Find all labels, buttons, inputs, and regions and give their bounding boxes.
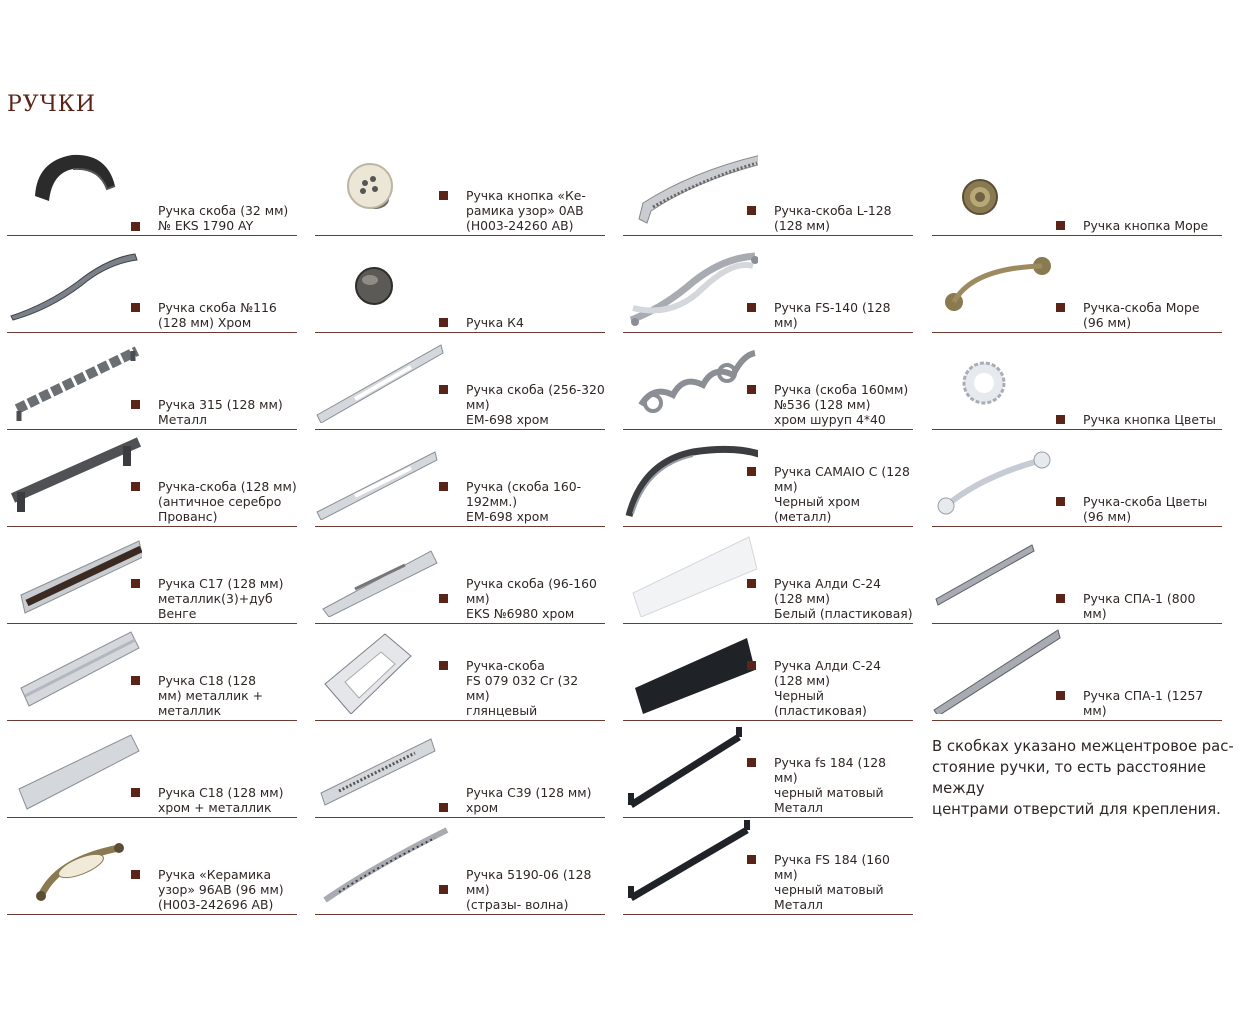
item-caption: Ручка скоба (256-320 мм) EM-698 хром xyxy=(466,382,605,427)
rhinestone-wave-handle-icon xyxy=(315,820,450,908)
page-title: РУЧКИ xyxy=(7,92,96,117)
black-rail-handle-icon xyxy=(623,820,758,908)
catalog-item xyxy=(7,236,297,333)
flat-chrome-handle-icon xyxy=(315,335,450,423)
item-caption: Ручка-скоба Море (96 мм) xyxy=(1083,300,1200,330)
item-caption: Ручка кнопка Море xyxy=(1083,218,1209,233)
flat-chrome-handle-icon xyxy=(315,432,450,520)
catalog-item xyxy=(623,721,913,818)
flower-bow-handle-icon xyxy=(932,432,1067,520)
patterned-chrome-handle-icon xyxy=(315,723,450,811)
item-caption: Ручка C18 (128 мм) хром + металлик xyxy=(158,785,284,815)
item-caption: Ручка C18 (128 мм) металлик + металлик xyxy=(158,673,263,718)
arched-black-chrome-handle-icon xyxy=(623,432,758,520)
catalog-item xyxy=(7,430,297,527)
metallic-bar-handle-icon xyxy=(7,626,142,714)
catalog-item xyxy=(623,430,913,527)
black-cup-handle-icon xyxy=(7,141,142,229)
long-profile-handle-icon xyxy=(932,626,1067,714)
catalog-item xyxy=(315,139,605,236)
catalog-item xyxy=(7,333,297,430)
catalog-item xyxy=(623,818,913,915)
item-caption: Ручка FS 184 (160 мм) черный матовый Металл xyxy=(774,852,890,912)
dark-knob-icon xyxy=(315,238,450,326)
catalog-item xyxy=(623,236,913,333)
curved-chrome-handle-icon xyxy=(7,238,142,326)
white-profile-handle-icon xyxy=(623,529,758,617)
item-caption: Ручка кнопка Цветы xyxy=(1083,412,1216,427)
braided-rail-handle-icon xyxy=(7,335,142,423)
catalog-item xyxy=(932,236,1222,333)
divider xyxy=(932,720,1222,721)
item-caption: Ручка CAMAIO C (128 мм) Черный хром (металл) xyxy=(774,464,910,524)
item-caption: Ручка-скоба (128 мм) (античное серебро Прованс) xyxy=(158,479,297,524)
catalog-item xyxy=(7,139,297,236)
item-caption: Ручка fs 184 (128 мм) черный матовый Металл xyxy=(774,755,886,815)
divider xyxy=(623,914,913,915)
note-text: В скобках указано межцентровое рас- стояние ручки, то есть расстояние между центрами отверстий для крепления. xyxy=(932,738,1234,818)
item-caption: Ручка «Керамика узор» 96AB (96 мм) (H003-242696 AB) xyxy=(158,867,284,912)
catalog-item xyxy=(623,139,913,236)
item-caption: Ручка СПА-1 (1257 мм) xyxy=(1083,688,1204,718)
ornate-scroll-handle-icon xyxy=(623,335,758,423)
catalog-item xyxy=(315,333,605,430)
bronze-knob-icon xyxy=(932,141,1067,229)
chrome-bar-handle-icon xyxy=(623,141,758,229)
item-caption: Ручка кнопка «Ке- рамика узор» 0AB (H003-24260 AB) xyxy=(466,188,586,233)
catalog-item xyxy=(315,624,605,721)
catalog-item xyxy=(932,333,1222,430)
bronze-bow-handle-icon xyxy=(932,238,1067,326)
catalog-item xyxy=(315,721,605,818)
divider xyxy=(315,914,605,915)
long-profile-handle-icon xyxy=(932,529,1067,617)
item-caption: Ручка (скоба 160мм) №536 (128 мм) хром шуруп 4*40 xyxy=(774,382,909,427)
item-caption: Ручка Алди С-24 (128 мм) Черный (пластиковая) xyxy=(774,658,881,718)
item-caption: Ручка C39 (128 мм) хром xyxy=(466,785,592,815)
ceramic-knob-icon xyxy=(315,141,450,229)
catalog-item xyxy=(932,430,1222,527)
catalog-item xyxy=(315,236,605,333)
catalog-item xyxy=(7,527,297,624)
catalog-item xyxy=(315,430,605,527)
item-caption: Ручка-скоба L-128 (128 мм) xyxy=(774,203,892,233)
catalog-item xyxy=(623,624,913,721)
item-caption: Ручка (скоба 160-192мм.) EM-698 хром xyxy=(466,479,582,524)
item-caption: Ручка Алди С-24 (128 мм) Белый (пластиковая) xyxy=(774,576,913,621)
angled-chrome-handle-icon xyxy=(315,529,450,617)
item-caption: Ручка СПА-1 (800 мм) xyxy=(1083,591,1196,621)
catalog-item xyxy=(623,333,913,430)
wenge-bar-handle-icon xyxy=(7,529,142,617)
glossy-bridge-handle-icon xyxy=(315,626,450,714)
antique-rail-handle-icon xyxy=(7,432,142,520)
catalog-item xyxy=(932,527,1222,624)
item-caption: Ручка-скоба Цветы (96 мм) xyxy=(1083,494,1208,524)
item-caption: Ручка C17 (128 мм) металлик(3)+дуб Венге xyxy=(158,576,284,621)
item-caption: Ручка FS-140 (128 мм) xyxy=(774,300,891,330)
item-caption: Ручка скоба (96-160 мм) EKS №6980 хром xyxy=(466,576,597,621)
item-caption: Ручка 5190-06 (128 мм) (стразы- волна) xyxy=(466,867,592,912)
item-caption: Ручка скоба №116 (128 мм) Хром xyxy=(158,300,277,330)
catalog-item xyxy=(932,624,1222,721)
catalog-item xyxy=(7,624,297,721)
item-caption: Ручка К4 xyxy=(466,315,524,330)
twisted-chrome-handle-icon xyxy=(623,238,758,326)
catalog-item xyxy=(623,527,913,624)
catalog-item xyxy=(7,818,297,915)
ceramic-bow-handle-icon xyxy=(7,820,142,908)
divider xyxy=(7,914,297,915)
catalog-item xyxy=(932,139,1222,236)
metallic-bar-handle-icon xyxy=(7,723,142,811)
item-caption: Ручка-скоба FS 079 032 Cr (32 мм) глянцевый xyxy=(466,658,579,718)
black-rail-handle-icon xyxy=(623,723,758,811)
flower-knob-icon xyxy=(932,335,1067,423)
item-caption: Ручка скоба (32 мм) № EKS 1790 AY xyxy=(158,203,289,233)
catalog-item xyxy=(315,527,605,624)
item-caption: Ручка 315 (128 мм) Металл xyxy=(158,397,283,427)
catalog-item xyxy=(7,721,297,818)
catalog-item xyxy=(315,818,605,915)
black-profile-handle-icon xyxy=(623,626,758,714)
